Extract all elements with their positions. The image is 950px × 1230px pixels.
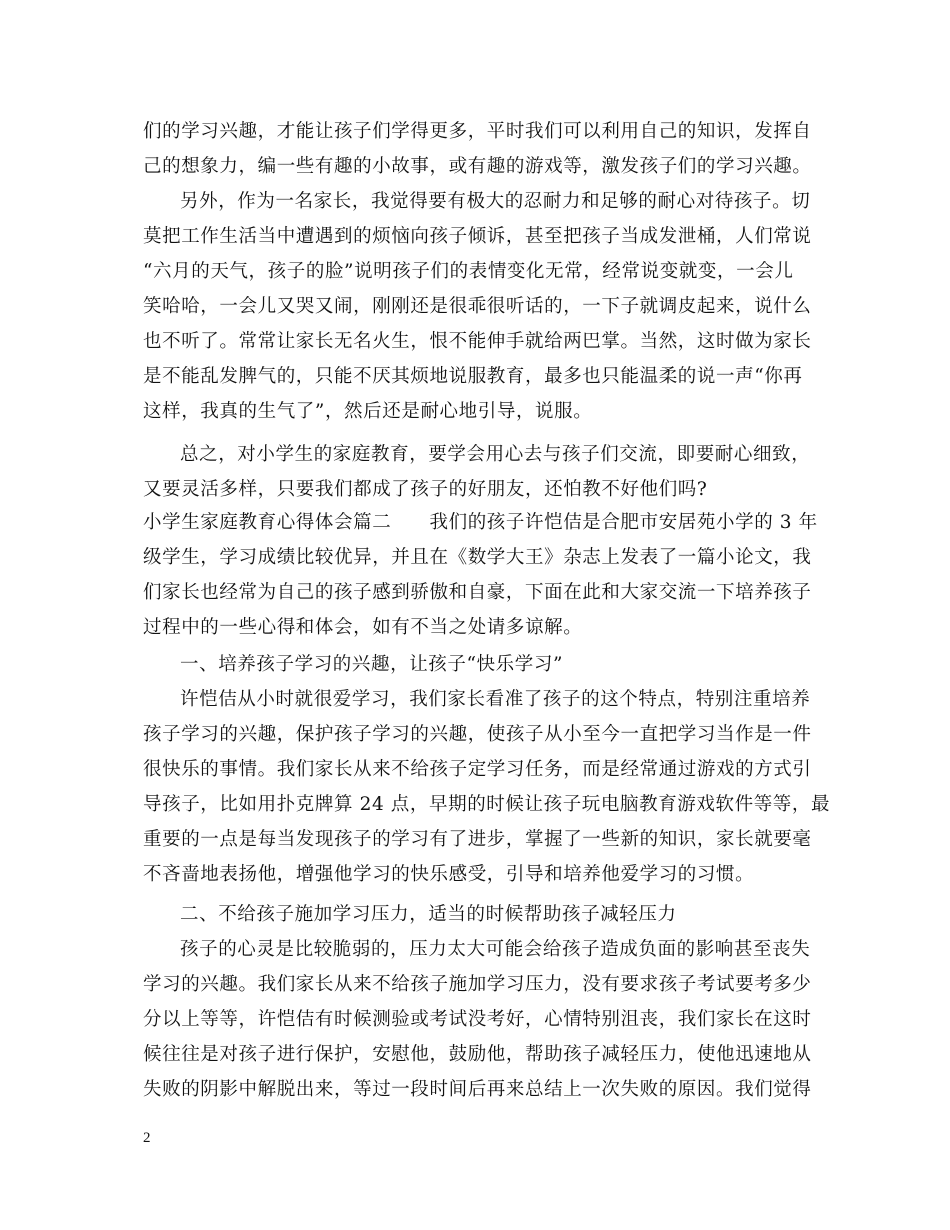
text-line: 小学生家庭教育心得体会篇二 我们的孩子许恺佶是合肥市安居苑小学的 3 年 (143, 512, 818, 533)
text-line: 很快乐的事情。我们家长从来不给孩子定学习任务，而是经常通过游戏的方式引 (143, 759, 812, 780)
text-line: 候往往是对孩子进行保护，安慰他，鼓励他，帮助孩子减轻压力，使他迅速地从 (143, 1044, 812, 1065)
section-heading: 二、不给孩子施加学习压力，适当的时候帮助孩子减轻压力 (180, 904, 677, 925)
text-line: 另外，作为一名家长，我觉得要有极大的忍耐力和足够的耐心对待孩子。切 (180, 191, 811, 212)
text-line: 也不听了。常常让家长无名火生，恨不能伸手就给两巴掌。当然，这时做为家长 (143, 331, 812, 352)
text-line: 是不能乱发脾气的，只能不厌其烦地说服教育，最多也只能温柔的说一声“你再 (143, 366, 803, 387)
text-line: 孩子的心灵是比较脆弱的，压力太大可能会给孩子造成负面的影响甚至丧失 (180, 939, 811, 960)
text-line: 总之，对小学生的家庭教育，要学会用心去与孩子们交流，即要耐心细致， (180, 444, 811, 465)
text-line: “六月的天气，孩子的脸”说明孩子们的表情变化无常，经常说变就变，一会儿 (143, 261, 794, 282)
text-line: 这样，我真的生气了”，然后还是耐心地引导，说服。 (143, 401, 593, 422)
text-line: 级学生，学习成绩比较优异，并且在《数学大王》杂志上发表了一篇小论文，我 (143, 547, 812, 568)
text-line: 过程中的一些心得和体会，如有不当之处请多谅解。 (143, 617, 583, 638)
text-line: 们的学习兴趣，才能让孩子们学得更多，平时我们可以利用自己的知识，发挥自 (143, 121, 812, 142)
text-line: 笑哈哈，一会儿又哭又闹，刚刚还是很乖很听话的，一下子就调皮起来，说什么 (143, 296, 812, 317)
text-line: 莫把工作生活当中遭遇到的烦恼向孩子倾诉，甚至把孩子当成发泄桶，人们常说 (143, 226, 812, 247)
text-line: 孩子学习的兴趣，保护孩子学习的兴趣，使孩子从小至今一直把学习当作是一件 (143, 724, 812, 745)
text-line: 分以上等等，许恺佶有时候测验或考试没考好，心情特别沮丧，我们家长在这时 (143, 1009, 812, 1030)
text-line: 不吝啬地表扬他，增强他学习的快乐感受，引导和培养他爱学习的习惯。 (143, 864, 755, 885)
text-line: 重要的一点是每当发现孩子的学习有了进步，掌握了一些新的知识，家长就要毫 (143, 829, 812, 850)
text-line: 又要灵活多样，只要我们都成了孩子的好朋友，还怕教不好他们吗? (143, 479, 708, 500)
page-number: 2 (143, 1130, 151, 1146)
text-line: 导孩子，比如用扑克牌算 24 点，早期的时候让孩子玩电脑教育游戏软件等等，最 (143, 794, 831, 815)
text-line: 学习的兴趣。我们家长从来不给孩子施加学习压力，没有要求孩子考试要考多少 (143, 974, 812, 995)
section-heading: 一、培养孩子学习的兴趣，让孩子“快乐学习” (180, 654, 564, 675)
text-line: 们家长也经常为自己的孩子感到骄傲和自豪，下面在此和大家交流一下培养孩子 (143, 582, 812, 603)
text-line: 己的想象力，编一些有趣的小故事，或有趣的游戏等，激发孩子们的学习兴趣。 (143, 156, 812, 177)
text-line: 失败的阴影中解脱出来，等过一段时间后再来总结上一次失败的原因。我们觉得 (143, 1079, 812, 1100)
text-line: 许恺佶从小时就很爱学习，我们家长看准了孩子的这个特点，特别注重培养 (180, 689, 811, 710)
